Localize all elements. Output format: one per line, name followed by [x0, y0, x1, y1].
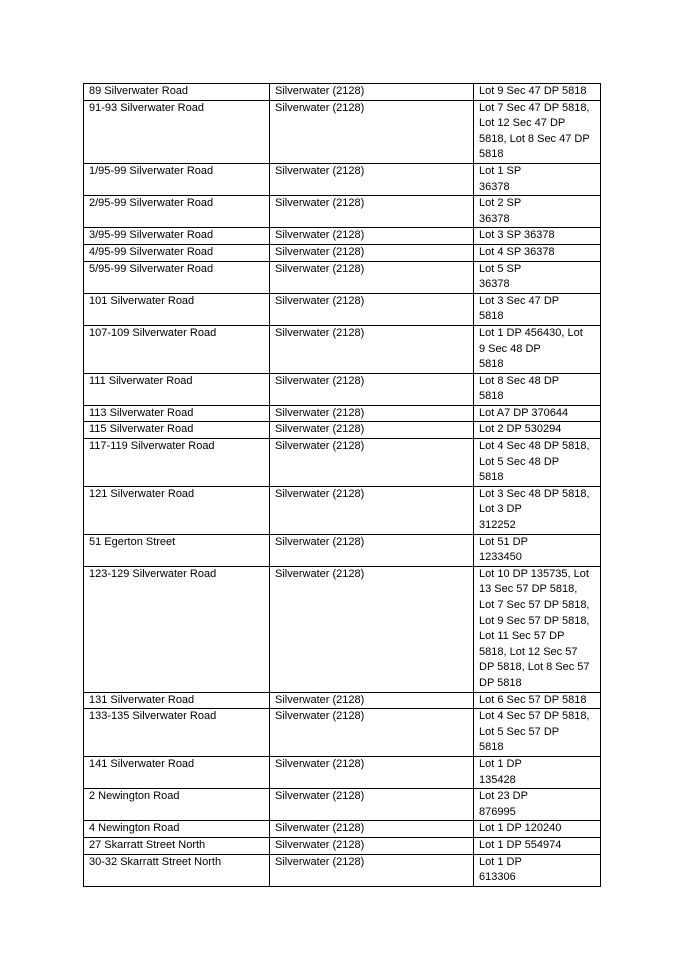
lot-description-line: 5818 [479, 471, 504, 484]
suburb-cell: Silverwater (2128) [270, 692, 474, 709]
lot-description-line: 5818 [479, 310, 504, 323]
lot-description-cell [474, 325, 601, 373]
table-row [84, 534, 601, 566]
table-body [84, 84, 601, 887]
table-row [84, 325, 601, 373]
table-row [84, 100, 601, 163]
lot-description-cell [474, 196, 601, 228]
table-row [84, 84, 601, 101]
address-cell: 51 Egerton Street [84, 534, 270, 566]
lot-description-cell [474, 293, 601, 325]
address-cell: 111 Silverwater Road [84, 373, 270, 405]
suburb-cell: Silverwater (2128) [270, 228, 474, 245]
table-row [84, 837, 601, 854]
lot-description-cell [474, 84, 601, 101]
table-row [84, 486, 601, 534]
lot-description-line: Lot 51 DP [479, 535, 528, 548]
address-cell: 117-119 Silverwater Road [84, 439, 270, 487]
lot-description-line: 36378 [479, 180, 510, 193]
lot-description-line: 1233450 [479, 551, 522, 564]
lot-description-cell [474, 486, 601, 534]
address-cell: 141 Silverwater Road [84, 756, 270, 788]
lot-description-line: Lot 1 SP [479, 164, 522, 177]
suburb-cell: Silverwater (2128) [270, 244, 474, 261]
lot-description-cell [474, 566, 601, 692]
lot-description-cell [474, 692, 601, 709]
lot-description-line: 312252 [479, 519, 516, 532]
lot-description-line: 9 Sec 48 DP [479, 342, 541, 355]
lot-description-cell [474, 422, 601, 439]
lot-description-line: Lot 6 Sec 57 DP 5818 [479, 693, 587, 706]
address-cell: 3/95-99 Silverwater Road [84, 228, 270, 245]
table-row [84, 228, 601, 245]
lot-description-line: 36378 [479, 212, 510, 225]
lot-description-line: Lot 10 DP 135735, Lot [479, 567, 589, 580]
lot-description-line: Lot 4 Sec 48 DP 5818, [479, 440, 590, 453]
lot-description-line: 36378 [479, 278, 510, 291]
address-cell: 123-129 Silverwater Road [84, 566, 270, 692]
lot-description-line: Lot 7 Sec 47 DP 5818, [479, 101, 590, 114]
table-row [84, 405, 601, 422]
address-cell: 121 Silverwater Road [84, 486, 270, 534]
address-cell: 30-32 Skarratt Street North [84, 854, 270, 886]
lot-description-line: 5818, Lot 8 Sec 47 DP [479, 132, 590, 145]
suburb-cell: Silverwater (2128) [270, 709, 474, 757]
lot-description-line: Lot 4 Sec 57 DP 5818, [479, 710, 590, 723]
suburb-cell: Silverwater (2128) [270, 325, 474, 373]
lot-description-cell [474, 756, 601, 788]
suburb-cell: Silverwater (2128) [270, 422, 474, 439]
lot-description-line: Lot 5 Sec 48 DP [479, 455, 560, 468]
table-row [84, 293, 601, 325]
lot-description-cell [474, 261, 601, 293]
suburb-cell: Silverwater (2128) [270, 756, 474, 788]
lot-description-line: Lot 7 Sec 57 DP 5818, [479, 599, 590, 611]
lot-description-cell [474, 854, 601, 886]
lot-description-line: DP 5818, Lot 8 Sec 57 [479, 661, 590, 674]
table-row [84, 422, 601, 439]
table-row [84, 789, 601, 821]
lot-description-line: Lot 5 SP [479, 262, 522, 275]
table-row [84, 163, 601, 195]
lot-description-cell [474, 244, 601, 261]
lot-description-cell [474, 163, 601, 195]
lot-description-line: Lot 2 DP 530294 [479, 423, 562, 436]
lot-description-cell [474, 709, 601, 757]
lot-description-line: 876995 [479, 805, 516, 818]
lot-description-line: Lot 3 SP 36378 [479, 229, 555, 242]
suburb-cell: Silverwater (2128) [270, 261, 474, 293]
suburb-cell: Silverwater (2128) [270, 534, 474, 566]
lot-description-cell [474, 534, 601, 566]
address-cell: 107-109 Silverwater Road [84, 325, 270, 373]
lot-description-line: 13 Sec 57 DP 5818, [479, 583, 578, 596]
suburb-cell: Silverwater (2128) [270, 373, 474, 405]
suburb-cell: Silverwater (2128) [270, 854, 474, 886]
lot-description-line: Lot 1 DP [479, 855, 522, 868]
lot-description-line: Lot 1 DP 456430, Lot [479, 326, 583, 339]
suburb-cell: Silverwater (2128) [270, 100, 474, 163]
property-lot-table [83, 83, 601, 887]
suburb-cell: Silverwater (2128) [270, 439, 474, 487]
address-cell: 4 Newington Road [84, 821, 270, 838]
address-cell: 89 Silverwater Road [84, 84, 270, 101]
suburb-cell: Silverwater (2128) [270, 293, 474, 325]
lot-description-line: Lot 4 SP 36378 [479, 245, 555, 258]
lot-description-line: Lot 1 DP 554974 [479, 838, 562, 851]
table-row [84, 373, 601, 405]
lot-description-line: Lot 23 DP [479, 790, 528, 803]
table-row [84, 692, 601, 709]
lot-description-line: 5818, Lot 12 Sec 57 [479, 645, 578, 658]
lot-description-cell [474, 405, 601, 422]
table-row [84, 854, 601, 886]
lot-description-line: Lot 11 Sec 57 DP [479, 630, 565, 643]
lot-description-cell [474, 100, 601, 163]
lot-description-cell [474, 837, 601, 854]
suburb-cell: Silverwater (2128) [270, 405, 474, 422]
suburb-cell: Silverwater (2128) [270, 566, 474, 692]
table-row [84, 709, 601, 757]
address-cell: 91-93 Silverwater Road [84, 100, 270, 163]
lot-description-line: Lot 9 Sec 47 DP 5818 [479, 85, 587, 97]
lot-description-line: DP 5818 [479, 676, 522, 689]
lot-description-line: Lot 3 Sec 47 DP [479, 294, 560, 307]
table-row [84, 261, 601, 293]
table-row [84, 244, 601, 261]
table-row [84, 196, 601, 228]
lot-description-line: Lot 1 DP [479, 757, 522, 770]
lot-description-line: Lot 1 DP 120240 [479, 822, 562, 835]
lot-description-line: 5818 [479, 148, 504, 161]
address-cell: 2/95-99 Silverwater Road [84, 196, 270, 228]
address-cell: 1/95-99 Silverwater Road [84, 163, 270, 195]
lot-description-line: 5818 [479, 358, 504, 371]
lot-description-line: 613306 [479, 871, 516, 884]
lot-description-cell [474, 373, 601, 405]
suburb-cell: Silverwater (2128) [270, 837, 474, 854]
lot-description-cell [474, 228, 601, 245]
lot-description-line: Lot 2 SP [479, 197, 522, 210]
lot-description-line: 135428 [479, 773, 516, 786]
address-cell: 101 Silverwater Road [84, 293, 270, 325]
address-cell: 2 Newington Road [84, 789, 270, 821]
lot-description-line: Lot 3 Sec 48 DP 5818, [479, 487, 590, 500]
lot-description-line: 5818 [479, 741, 504, 754]
suburb-cell: Silverwater (2128) [270, 163, 474, 195]
address-cell: 5/95-99 Silverwater Road [84, 261, 270, 293]
lot-description-line: Lot 5 Sec 57 DP [479, 725, 560, 738]
address-cell: 4/95-99 Silverwater Road [84, 244, 270, 261]
address-cell: 113 Silverwater Road [84, 405, 270, 422]
lot-description-line: Lot A7 DP 370644 [479, 406, 569, 419]
suburb-cell: Silverwater (2128) [270, 486, 474, 534]
lot-description-line: Lot 12 Sec 47 DP [479, 117, 566, 130]
table-row [84, 821, 601, 838]
address-cell: 27 Skarratt Street North [84, 837, 270, 854]
suburb-cell: Silverwater (2128) [270, 821, 474, 838]
suburb-cell: Silverwater (2128) [270, 84, 474, 101]
suburb-cell: Silverwater (2128) [270, 789, 474, 821]
lot-description-line: Lot 3 DP [479, 503, 522, 516]
suburb-cell: Silverwater (2128) [270, 196, 474, 228]
address-cell: 133-135 Silverwater Road [84, 709, 270, 757]
lot-description-cell [474, 821, 601, 838]
lot-description-cell [474, 789, 601, 821]
table-row [84, 756, 601, 788]
lot-description-line: Lot 8 Sec 48 DP [479, 374, 560, 387]
table-row [84, 566, 601, 692]
lot-description-cell [474, 439, 601, 487]
address-cell: 115 Silverwater Road [84, 422, 270, 439]
lot-description-line: Lot 9 Sec 57 DP 5818, [479, 614, 590, 627]
table-row [84, 439, 601, 487]
lot-description-line: 5818 [479, 390, 504, 403]
address-cell: 131 Silverwater Road [84, 692, 270, 709]
